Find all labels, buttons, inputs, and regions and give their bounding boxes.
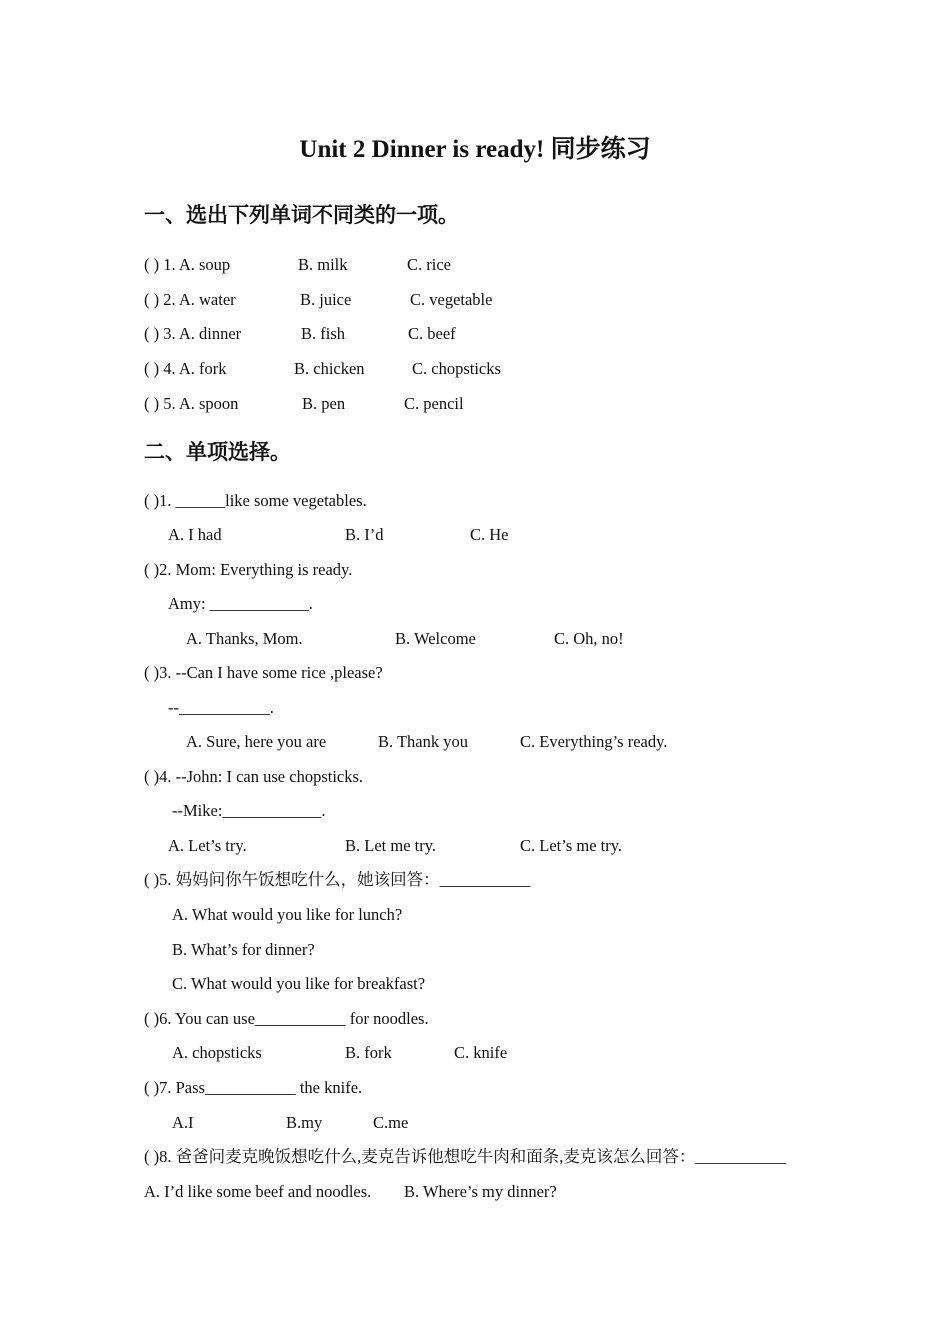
s1-q2-option-b: B. juice xyxy=(300,290,352,309)
s1-question-4 xyxy=(144,358,501,380)
s2-q3-option-a: A. Sure, here you are xyxy=(186,732,327,751)
s1-q4-stem: ( ) 4. A. fork xyxy=(144,359,227,378)
s2-q8-stem: ( )8. 爸爸问麦克晚饭想吃什么,麦克告诉他想吃牛肉和面条,麦克该怎么回答：___________ xyxy=(144,1147,787,1166)
s2-q4-options xyxy=(168,835,623,857)
s2-q5-stem: ( )5. 妈妈问你午饭想吃什么，她该回答：___________ xyxy=(144,870,531,889)
s2-q4-option-a: A. Let’s try. xyxy=(168,836,247,855)
s2-q2-dialogue: Amy: ____________. xyxy=(168,594,313,613)
s1-q3-option-c: C. beef xyxy=(408,324,456,343)
s2-q3-dialogue: --___________. xyxy=(168,698,274,717)
s2-q2-stem: ( )2. Mom: Everything is ready. xyxy=(144,560,353,579)
s2-q3-option-c: C. Everything’s ready. xyxy=(520,732,668,751)
s2-q1-option-c: C. He xyxy=(470,525,509,544)
s1-q4-option-c: C. chopsticks xyxy=(412,359,501,378)
page-title: Unit 2 Dinner is ready! 同步练习 xyxy=(299,136,651,163)
s2-q4-option-c: C. Let’s me try. xyxy=(520,836,623,855)
s2-q5-option-b: B. What’s for dinner? xyxy=(172,940,315,959)
s2-q5-option-a: A. What would you like for lunch? xyxy=(172,905,403,924)
s1-q1-stem: ( ) 1. A. soup xyxy=(144,255,231,274)
s1-q1-option-b: B. milk xyxy=(298,255,348,274)
s1-q3-stem: ( ) 3. A. dinner xyxy=(144,324,242,343)
section1-heading: 一、选出下列单词不同类的一项。 xyxy=(144,203,459,227)
s2-q7-options xyxy=(172,1112,409,1134)
s1-q5-stem: ( ) 5. A. spoon xyxy=(144,394,239,413)
s2-q2-option-a: A. Thanks, Mom. xyxy=(186,629,303,648)
s2-q3-options xyxy=(186,731,668,753)
s2-q7-option-c: C.me xyxy=(373,1113,409,1132)
s2-q6-options xyxy=(172,1042,508,1064)
s2-q3-option-b: B. Thank you xyxy=(378,732,468,751)
s2-q1-option-a: A. I had xyxy=(168,525,222,544)
section2-heading: 二、单项选择。 xyxy=(144,440,291,464)
s1-q5-option-c: C. pencil xyxy=(404,394,464,413)
s2-q7-option-b: B.my xyxy=(286,1113,323,1132)
s2-q1-options xyxy=(168,524,509,546)
s2-q7-stem: ( )7. Pass___________ the knife. xyxy=(144,1078,363,1097)
s1-question-5 xyxy=(144,393,464,415)
s1-q2-option-c: C. vegetable xyxy=(410,290,493,309)
s2-q8-option-a: A. I’d like some beef and noodles. xyxy=(144,1182,372,1201)
s2-q2-option-b: B. Welcome xyxy=(395,629,476,648)
s2-q6-option-a: A. chopsticks xyxy=(172,1043,262,1062)
s2-q8-option-b: B. Where’s my dinner? xyxy=(404,1182,557,1201)
s2-q4-option-b: B. Let me try. xyxy=(345,836,437,855)
s1-question-3 xyxy=(144,323,456,345)
s2-q7-option-a: A.I xyxy=(172,1113,194,1132)
s2-q1-stem: ( )1. ______like some vegetables. xyxy=(144,491,367,510)
s2-q3-stem: ( )3. --Can I have some rice ,please? xyxy=(144,663,383,682)
s1-q4-option-b: B. chicken xyxy=(294,359,365,378)
s2-q6-stem: ( )6. You can use___________ for noodles. xyxy=(144,1009,429,1028)
s1-question-1 xyxy=(144,254,451,276)
s2-q6-option-b: B. fork xyxy=(345,1043,392,1062)
s1-question-2 xyxy=(144,289,493,311)
s1-q5-option-b: B. pen xyxy=(302,394,346,413)
s2-q2-option-c: C. Oh, no! xyxy=(554,629,624,648)
s1-q2-stem: ( ) 2. A. water xyxy=(144,290,236,309)
s1-q3-option-b: B. fish xyxy=(301,324,346,343)
s2-q8-options xyxy=(144,1181,557,1203)
s2-q4-dialogue: --Mike:____________. xyxy=(172,801,326,820)
s2-q4-stem: ( )4. --John: I can use chopsticks. xyxy=(144,767,364,786)
s2-q5-option-c: C. What would you like for breakfast? xyxy=(172,974,426,993)
s2-q1-option-b: B. I’d xyxy=(345,525,384,544)
s2-q2-options xyxy=(186,628,624,650)
s1-q1-option-c: C. rice xyxy=(407,255,451,274)
s2-q6-option-c: C. knife xyxy=(454,1043,508,1062)
